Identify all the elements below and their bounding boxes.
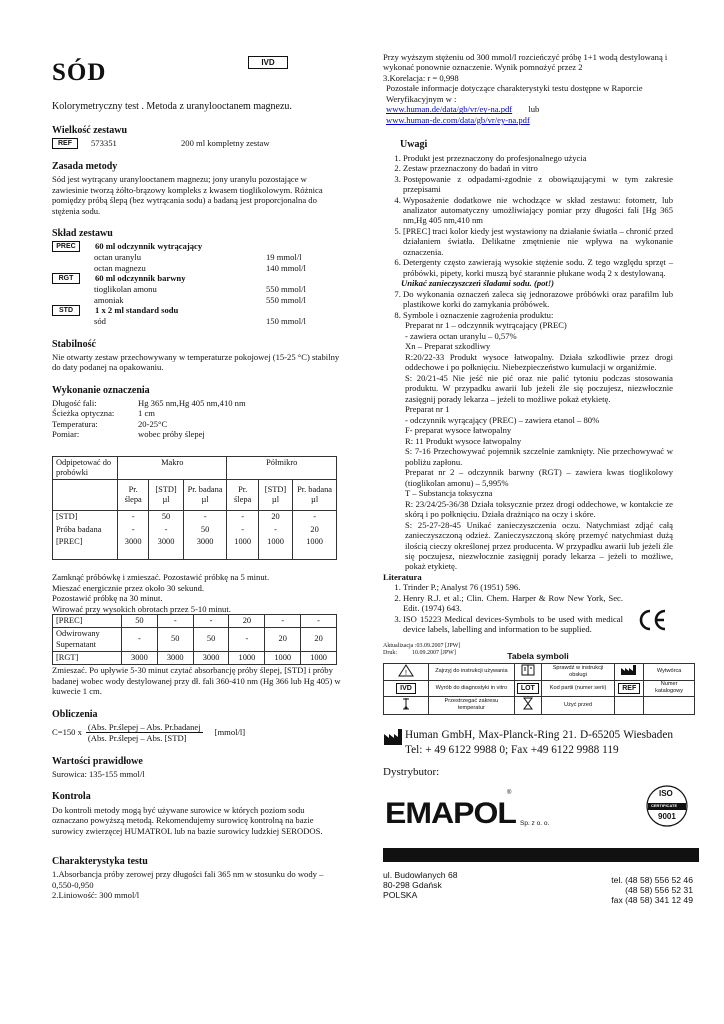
composition-title: 60 ml odczynnik barwny bbox=[95, 273, 186, 284]
table-col-header: Pr. ślepa bbox=[227, 480, 258, 511]
composition-group bbox=[52, 241, 342, 252]
table-cell: 20 bbox=[301, 628, 337, 652]
pipette-table bbox=[52, 456, 337, 560]
composition-group bbox=[52, 305, 342, 316]
table-cell: 3000 bbox=[183, 536, 227, 560]
table-header-makro: Makro bbox=[118, 456, 227, 480]
characteristics-line-1: 1.Absorbancja próby zerowej przy długości fali 365 nm w stosunku do wody – 0,550-0,950 bbox=[52, 869, 324, 890]
note-item-7: 7. Do wykonania oznaczeń zaleca się jednorazowe próbówki oraz parafilm lub plastikowe korki do zamykania próbówek. bbox=[403, 289, 673, 310]
procedure-param bbox=[52, 408, 342, 418]
table-cell: 20 bbox=[293, 524, 337, 536]
table-col-header: [STD] µl bbox=[258, 480, 292, 511]
table-cell: - bbox=[229, 628, 265, 652]
note8-details bbox=[403, 320, 673, 572]
correlation-text: 3.Korelacja: r = 0,998 bbox=[383, 72, 459, 83]
procedure-steps bbox=[52, 572, 342, 614]
composition-item bbox=[52, 252, 342, 262]
sym-hourglass-icon bbox=[514, 696, 541, 714]
table-row bbox=[53, 511, 337, 524]
distributor-contact bbox=[383, 870, 693, 906]
links-row bbox=[383, 104, 673, 125]
iso-certificate-label: CERTIFICATE bbox=[651, 802, 678, 808]
hazard-line: Xn – Preparat szkodliwy bbox=[405, 341, 491, 352]
sym-ivd-tag: IVD bbox=[396, 683, 416, 694]
table-cell: 50 bbox=[122, 615, 158, 628]
ref-values-heading: Wartości prawidłowe bbox=[52, 755, 143, 767]
notes-list bbox=[383, 153, 673, 279]
note8-title: Symbole i oznaczenie zagrożenia produktu: bbox=[403, 309, 554, 320]
procedure-step: Zamknąć próbówkę i zmieszać. Pozostawić próbkę na 5 minut. bbox=[52, 572, 270, 583]
hazard-line: F- preparat wysoce łatwopalny bbox=[405, 425, 512, 436]
procedure-step: Wirować przy wysokich obrotach przez 5-10 minut. bbox=[52, 603, 231, 614]
note-italic: Unikać zanieczyszczeń śladami sodu. (pot!) bbox=[401, 278, 555, 289]
measure-text: Zmieszać. Po upływie 5-30 minut czytać absorbancję próby ślepej, [STD] i próby badanej wobec wody destylowanej przy dł. fali 360-410 nm (Hg 366 lub Hg 405) w kuwecie 1 cm. bbox=[52, 665, 341, 697]
dilution-text: Przy wyższym stężeniu od 300 mmol/l rozcieńczyć próbę 1+1 wodą destylowaną i wykonać ponownie oznaczenie. Wynik pomnożyć przez 2 bbox=[383, 52, 668, 73]
hazard-line: S: 25-27-28-45 Unikać zanieczyszczenia oczu. Natychmiast zdjąć całą zanieczyszczoną odzież. Zanieczyszczoną skórę przemyć natychmiast dużą ilością cieczy określonej przez producenta. W przypadku awarii lub jeżeli źle się poczujesz, niezwłocznie zasięgnij porady lekarza – jeżeli to możliwe, pokaż etykietę. bbox=[405, 519, 673, 572]
table-cell: - bbox=[149, 524, 183, 536]
table-cell: - bbox=[183, 511, 227, 524]
table-header-pipette: Odpipetować do probówki bbox=[53, 456, 118, 480]
address-line-1: ul. Budowlanych 68 bbox=[383, 869, 458, 880]
kit-desc: 200 ml kompletny zestaw bbox=[181, 138, 270, 149]
sym-ref-tag: REF bbox=[618, 683, 640, 694]
right-column bbox=[383, 52, 693, 906]
kit-size-row bbox=[52, 138, 342, 149]
sym-label-consult: Zajrzyj do instrukcji używania bbox=[429, 663, 515, 680]
manufacturer-address: Human GmbH, Max-Planck-Ring 21. D-65205 Wiesbaden Tel: + 49 6122 9988 0; Fax +49 6122 9988 119 bbox=[405, 728, 673, 756]
table-cell: 3000 bbox=[193, 651, 229, 664]
literature-list bbox=[383, 582, 673, 634]
iso-label: ISO bbox=[659, 788, 673, 798]
table-row-label: [PREC] bbox=[53, 536, 118, 560]
procedure-param bbox=[52, 398, 342, 408]
distributor-label: Dystrybutor: bbox=[383, 766, 440, 779]
table-cell: - bbox=[265, 615, 301, 628]
table-row bbox=[53, 524, 337, 536]
table-cell: 20 bbox=[258, 511, 292, 524]
svg-text:!: ! bbox=[405, 669, 407, 677]
table-cell: - bbox=[227, 524, 258, 536]
hazard-line: Preparat nr 2 – odczynnik barwny (RGT) – zawiera kwas tioglikolowy (tioglikolan amonu) – 5,995% bbox=[405, 467, 673, 488]
distributor-logo-block bbox=[383, 788, 678, 848]
left-column bbox=[52, 50, 342, 901]
table-cell: - bbox=[122, 628, 158, 652]
composition-tag: RGT bbox=[52, 273, 80, 284]
sym-factory-icon bbox=[615, 663, 644, 680]
composition-item-value: 19 mmol/l bbox=[266, 252, 302, 263]
composition-item-value: 550 mmol/l bbox=[266, 294, 306, 305]
calc-prefix: C=150 x bbox=[52, 727, 82, 738]
composition-item-value: 550 mmol/l bbox=[266, 284, 306, 295]
hazard-line: R: 11 Produkt wysoce łatwopalny bbox=[405, 435, 522, 446]
param-key: Temperatura: bbox=[52, 418, 98, 429]
table-row-label: [STD] bbox=[53, 511, 118, 524]
note-item: 3. Postępowanie z odpadami-zgodnie z obowiązującymi w tym zakresie przepisami bbox=[403, 174, 673, 195]
hazard-line: R:20/22-33 Produkt wysoce łatwopalny. Działa szkodliwie przez drogi oddechowe i po połknięciu. Niebezpieczeństwo kumulacji w organiźmie. bbox=[405, 351, 673, 373]
phone-2: (48 58) 556 52 31 bbox=[625, 884, 693, 895]
sym-empty-1 bbox=[615, 696, 644, 714]
table-row-label: [PREC] bbox=[53, 615, 122, 628]
hazard-line: S: 20/21-45 Nie jeść nie pić oraz nie palić tytoniu podczas stosowania produktu. W przypadku awarii lub jeżeli źle się poczujesz, niezwłocznie zasięgnij porady lekarza – jeżeli to możliwe pokaż etykietę. bbox=[405, 372, 673, 404]
composition-item-value: 150 mmol/l bbox=[266, 316, 306, 327]
procedure-step: Mieszać energicznie przez około 30 sekund. bbox=[52, 582, 205, 593]
iso-number: 9001 bbox=[658, 811, 676, 821]
literature-item: 3. ISO 15223 Medical devices-Symbols to be used with medical device labels, labelling and information to be supplied. bbox=[403, 614, 673, 635]
composition-item-name: sód bbox=[94, 316, 106, 327]
notes-list-2 bbox=[383, 289, 673, 572]
registered-mark: ® bbox=[507, 789, 512, 796]
sym-label-manufacturer: Wytwórca bbox=[644, 663, 695, 680]
table-col-header: Pr. badana µl bbox=[293, 480, 337, 511]
composition-list bbox=[52, 241, 342, 326]
literature-heading: Literatura bbox=[383, 571, 422, 582]
calc-fraction bbox=[86, 722, 203, 744]
control-heading: Kontrola bbox=[52, 791, 91, 803]
ref-tag: REF bbox=[52, 138, 78, 149]
table-cell: - bbox=[118, 524, 149, 536]
table-row bbox=[53, 615, 337, 628]
table-row bbox=[53, 536, 337, 560]
subtitle: Kolorymetryczny test . Metoda z uranylooctanem magnezu. bbox=[52, 100, 292, 112]
symbols-title: Tabela symboli bbox=[507, 651, 569, 662]
note-item: 5. [PREC] traci kolor kiedy jest wystawiony na działanie światła – chronić przed działaniem światła. Delikatne zmętnienie nie wpływa na wykonanie oznaczenia. bbox=[403, 226, 673, 257]
literature-item: 1. Trinder P.; Analyst 76 (1951) 596. bbox=[403, 582, 673, 592]
table-row-label: Odwirowany Supernatant bbox=[53, 628, 122, 652]
characteristics-line-2: 2.Liniowość: 300 mmol/l bbox=[52, 890, 140, 901]
composition-item-name: octan uranylu bbox=[94, 252, 142, 263]
composition-item bbox=[52, 295, 342, 305]
table-cell: - bbox=[227, 511, 258, 524]
ce-mark-icon bbox=[637, 609, 667, 631]
hazard-line: - zawiera octan uranylu – 0,57% bbox=[405, 330, 517, 341]
table-col-header: Pr. ślepa bbox=[118, 480, 149, 511]
composition-item-value: 140 mmol/l bbox=[266, 262, 306, 273]
update-date: Aktualizacja :03.09.2007 [JPW] bbox=[383, 642, 461, 649]
param-value: Hg 365 nm,Hg 405 nm,410 nm bbox=[138, 397, 246, 408]
literature-item: 2. Henry R.J. et al.; Clin. Chem. Harper & Row New York, Sec. Edit. (1974) 643. bbox=[403, 593, 673, 614]
composition-item bbox=[52, 284, 342, 294]
table-row-label: [RGT] bbox=[53, 651, 122, 664]
hazard-line: S: 7-16 Przechowywać pojemnik szczelnie zamknięty. Nie przechowywać w pobliżu zapłonu. bbox=[405, 446, 673, 467]
composition-tag: PREC bbox=[52, 241, 80, 252]
note-item-8 bbox=[403, 310, 673, 572]
param-value: 20-25°C bbox=[138, 418, 168, 429]
param-value: wobec próby ślepej bbox=[138, 429, 205, 440]
note-item: 6. Detergenty często zawierają wysokie stężenie sodu. Z tego względu sprzęt – próbówki, pipety, korki muszą być starannie płukane wodą 2 x destylowaną. bbox=[403, 257, 673, 278]
sym-lot-cell bbox=[514, 680, 541, 696]
composition-title: 1 x 2 ml standard sodu bbox=[95, 305, 179, 316]
table-row bbox=[53, 628, 337, 652]
table-cell: 3000 bbox=[149, 536, 183, 560]
table-cell: 50 bbox=[157, 628, 193, 652]
sym-label-check: Sprawdź w instrukcji obsługi bbox=[541, 663, 614, 680]
notes-heading: Uwagi bbox=[400, 139, 428, 151]
table-cell: 1000 bbox=[301, 651, 337, 664]
table-cell: - bbox=[258, 524, 292, 536]
param-key: Długość fali: bbox=[52, 397, 97, 408]
composition-item-name: octan magnezu bbox=[94, 262, 146, 273]
table-cell: 1000 bbox=[229, 651, 265, 664]
table-cell: 20 bbox=[229, 615, 265, 628]
sym-label-use-by: Użyć przed bbox=[541, 696, 614, 714]
sym-label-ref: Numer katalogowy bbox=[644, 680, 695, 696]
procedure-params bbox=[52, 398, 342, 440]
manufacturer-factory-icon bbox=[383, 728, 403, 746]
composition-item-name: tioglikolan amonu bbox=[94, 284, 157, 295]
note-item: 4. Wyposażenie dodatkowe nie wchodzące w skład zestawu: fotometr, lub analizator automatyczny umożliwiający pomiar przy długości fali [Hg 365 nm,Hg 405 nm,410 nm bbox=[403, 195, 673, 226]
sym-label-temp: Przestrzegać zakresu temperatur bbox=[429, 696, 515, 714]
address-line-3: POLSKA bbox=[383, 890, 418, 901]
sym-warning-icon bbox=[384, 663, 429, 680]
note-item: 2. Zestaw przeznaczony do badań in vitro bbox=[403, 163, 673, 173]
composition-item bbox=[52, 263, 342, 273]
report-link-2[interactable]: www.human-de.com/data/gb/vr/ey-na.pdf bbox=[386, 114, 530, 125]
table-row bbox=[53, 651, 337, 664]
address-line-2: 80-298 Gdańsk bbox=[383, 879, 442, 890]
print-date: Druk: 10.09.2007 [JPW] bbox=[383, 650, 456, 657]
table-cell: 3000 bbox=[122, 651, 158, 664]
hazard-line: Preparat nr 1 bbox=[405, 404, 450, 415]
calc-numerator: (Abs. Pr.ślepej – Abs. Pr.badanej bbox=[87, 721, 201, 732]
ref-values-text: Surowica: 135-155 mmol/l bbox=[52, 768, 145, 779]
table-cell: 3000 bbox=[157, 651, 193, 664]
principle-text: Sód jest wytrącany uranylooctanem magnezu; jony uranylu pozostające w zawiesinie tworzą żółto-brązowy kompleks z kwasem tioglikolowym. Różnica pomiędzy próbą ślepą (bez wytrącania sodu) a badaną jest proporcjonalna do stężenia sodu. bbox=[52, 174, 323, 216]
sym-book-icon bbox=[514, 663, 541, 680]
table-cell: 50 bbox=[193, 628, 229, 652]
calc-unit: [mmol/l] bbox=[214, 727, 246, 738]
procedure-step: Pozostawić próbkę na 30 minut. bbox=[52, 593, 163, 604]
hazard-line: Preparat nr 1 – odczynnik wytrącający (PREC) bbox=[405, 320, 567, 331]
table-cell: 20 bbox=[265, 628, 301, 652]
table-cell: 1000 bbox=[227, 536, 258, 560]
composition-item bbox=[52, 316, 342, 326]
calc-denominator: (Abs. Pr.ślepej – Abs. [STD] bbox=[87, 733, 187, 744]
sym-label-lot: Kod partii (numer serii) bbox=[541, 680, 614, 696]
calc-heading: Obliczenia bbox=[52, 708, 98, 720]
characteristics-heading: Charakterystyka testu bbox=[52, 856, 148, 867]
table-header-polmikro: Półmikro bbox=[227, 456, 337, 480]
param-key: Pomiar: bbox=[52, 429, 80, 440]
composition-heading: Skład zestawu bbox=[52, 228, 113, 239]
reagent-table bbox=[52, 614, 337, 665]
table-cell: 1000 bbox=[265, 651, 301, 664]
sym-ref-cell bbox=[615, 680, 644, 696]
table-cell: 50 bbox=[149, 511, 183, 524]
table-row-label: Próba badana bbox=[53, 524, 118, 536]
hazard-line: R: 23/24/25-36/38 Działa toksycznie przez drogi oddechowe, w kontakcie ze skórą i po połknięciu. Działa drażniąco na oczy i skóre. bbox=[405, 498, 673, 520]
sym-ivd-cell bbox=[384, 680, 429, 696]
composition-group bbox=[52, 273, 342, 284]
table-cell: 1000 bbox=[258, 536, 292, 560]
report-link-1[interactable]: www.human.de/data/gb/vr/ey-na.pdf bbox=[386, 104, 513, 115]
emapol-logo: EMAPOL bbox=[385, 795, 516, 830]
kit-size-heading: Wielkość zestawu bbox=[52, 124, 128, 136]
emapol-suffix: Sp. z o. o. bbox=[520, 819, 550, 827]
sym-lot-tag: LOT bbox=[517, 683, 539, 694]
composition-item-name: amoniak bbox=[94, 294, 124, 305]
distributor-address bbox=[383, 870, 458, 906]
procedure-heading: Wykonanie oznaczenia bbox=[52, 384, 150, 396]
footer-bar bbox=[383, 848, 699, 862]
param-value: 1 cm bbox=[138, 408, 155, 419]
phone-1: tel. (48 58) 556 52 46 bbox=[611, 874, 693, 885]
table-cell: - bbox=[301, 615, 337, 628]
sym-thermometer-icon bbox=[384, 696, 429, 714]
report-text: Pozostałe informacje dotyczące charakterystyki testu dostępne w Raporcie Weryfikacyjnym w : bbox=[386, 83, 643, 104]
stability-heading: Stabilność bbox=[52, 338, 96, 350]
table-cell: 1000 bbox=[293, 536, 337, 560]
links-separator: lub bbox=[528, 104, 540, 115]
composition-title: 60 ml odczynnik wytrącający bbox=[95, 241, 203, 252]
kit-code: 573351 bbox=[91, 138, 117, 149]
fax: fax (48 58) 341 12 49 bbox=[611, 895, 693, 906]
table-cell: - bbox=[118, 511, 149, 524]
hazard-line: T – Substancja toksyczna bbox=[405, 488, 493, 499]
page-title: SÓD bbox=[52, 59, 107, 86]
calc-formula bbox=[52, 722, 342, 744]
table-cell: - bbox=[193, 615, 229, 628]
sym-empty-2 bbox=[644, 696, 695, 714]
control-text: Do kontroli metody mogą być używane surowice w których poziom sodu oznaczano powyższą metodą. Rekomendujemy surowicę kontrolną na bazie surowicy zwierzęcej HUMATROL lub na bazie surowicy ludzkiej SERODOS. bbox=[52, 804, 323, 836]
symbols-table bbox=[383, 663, 695, 715]
note-item: 1. Produkt jest przeznaczony do profesjonalnego użycia bbox=[403, 153, 673, 163]
hazard-line: - odczynnik wyrącający (PREC) – zawiera etanol – 80% bbox=[405, 414, 600, 425]
ivd-badge: IVD bbox=[248, 56, 288, 69]
stability-text: Nie otwarty zestaw przechowywany w temperaturze pokojowej (15-25 °C) stabilny do daty podanej na opakowaniu. bbox=[52, 351, 340, 373]
table-cell: - bbox=[293, 511, 337, 524]
param-key: Ścieżka optyczna: bbox=[52, 408, 115, 419]
procedure-param bbox=[52, 429, 342, 439]
composition-tag: STD bbox=[52, 305, 80, 316]
principle-heading: Zasada metody bbox=[52, 160, 118, 172]
table-cell: 50 bbox=[183, 524, 227, 536]
table-col-blank bbox=[53, 480, 118, 511]
distributor-phones bbox=[611, 870, 693, 906]
table-cell: 3000 bbox=[118, 536, 149, 560]
manufacturer-block bbox=[383, 728, 673, 759]
table-col-header: Pr. badana µl bbox=[183, 480, 227, 511]
procedure-param bbox=[52, 419, 342, 429]
sym-label-ivd: Wyrób do diagnostyki in vitro bbox=[429, 680, 515, 696]
table-cell: - bbox=[157, 615, 193, 628]
table-col-header: [STD] µl bbox=[149, 480, 183, 511]
